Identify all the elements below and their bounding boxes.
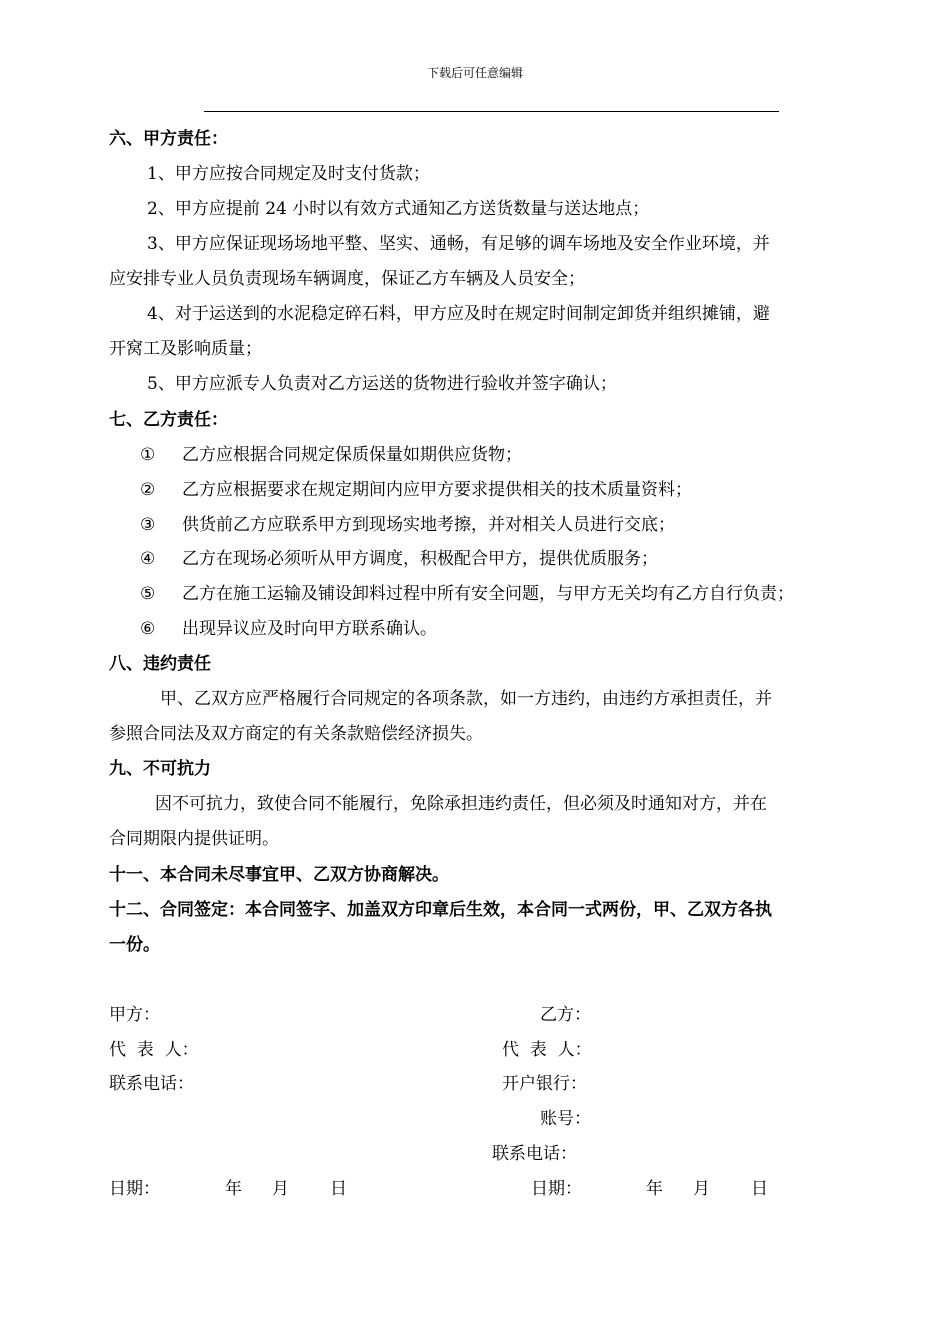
date-b-year: 年 [646,1179,663,1199]
section-6-item-5: 5、甲方应派专人负责对乙方运送的货物进行验收并签字确认； [147,374,617,394]
section-6-item-2: 2、甲方应提前 24 小时以有效方式通知乙方送货数量与送达地点； [147,199,650,219]
section-7-item-1: 乙方应根据合同规定保质保量如期供应货物； [182,445,522,465]
section-9-heading: 九、不可抗力 [109,759,211,779]
section-12-line-1: 十二、合同签定：本合同签字、加盖双方印章后生效，本合同一式两份，甲、乙双方各执 [109,900,772,920]
header-note: 下载后可任意编辑 [426,66,523,80]
date-b-label: 日期： [531,1179,582,1199]
section-7-marker-3: ③ [140,515,156,535]
date-a-month: 月 [272,1179,289,1199]
section-7-heading: 七、乙方责任： [109,410,228,430]
section-7-item-3: 供货前乙方应联系甲方到现场实地考擦，并对相关人员进行交底； [182,515,675,535]
representative-b-label: 代 表 人： [502,1040,592,1060]
header-rule [204,111,779,112]
date-a-day: 日 [330,1179,347,1199]
section-9-line-2: 合同期限内提供证明。 [109,829,279,849]
account-b-label: 账号： [540,1109,591,1129]
section-7-item-2: 乙方应根据要求在规定期间内应甲方要求提供相关的技术质量资料； [182,480,692,500]
section-7-marker-6: ⑥ [140,619,156,639]
section-8-line-2: 参照合同法及双方商定的有关条款赔偿经济损失。 [109,724,483,744]
section-7-marker-1: ① [140,445,156,465]
phone-b-label: 联系电话： [492,1144,577,1164]
date-a-year: 年 [225,1179,242,1199]
section-7-marker-5: ⑤ [140,584,156,604]
date-b-day: 日 [751,1179,768,1199]
section-7-marker-2: ② [140,480,156,500]
section-6-item-3-line-1: 3、甲方应保证现场场地平整、坚实、通畅，有足够的调车场地及安全作业环境，并 [147,234,770,254]
section-9-line-1: 因不可抗力，致使合同不能履行，免除承担违约责任，但必须及时通知对方，并在 [155,794,767,814]
section-7-item-4: 乙方在现场必须听从甲方调度，积极配合甲方，提供优质服务； [182,549,658,569]
section-8-heading: 八、违约责任 [109,654,211,674]
phone-a-label: 联系电话： [109,1074,194,1094]
section-6-item-4-line-1: 4、对于运送到的水泥稳定碎石料，甲方应及时在规定时间制定卸货并组织摊铺，避 [147,304,770,324]
section-6-heading: 六、甲方责任： [109,129,228,149]
section-12-line-2: 一份。 [109,935,160,955]
section-6-item-4-line-2: 开窝工及影响质量； [109,339,262,359]
date-a-label: 日期： [109,1179,160,1199]
representative-a-label: 代 表 人： [109,1040,199,1060]
section-6-item-1: 1、甲方应按合同规定及时支付货款； [147,164,430,184]
section-7-item-6: 出现异议应及时向甲方联系确认。 [182,619,437,639]
section-7-marker-4: ④ [140,549,156,569]
date-b-month: 月 [693,1179,710,1199]
section-7-item-5: 乙方在施工运输及铺设卸料过程中所有安全问题，与甲方无关均有乙方自行负责； [182,584,794,604]
section-11: 十一、本合同未尽事宜甲、乙双方协商解决。 [109,865,449,885]
party-a-label: 甲方： [109,1005,160,1025]
section-8-line-1: 甲、乙双方应严格履行合同规定的各项条款，如一方违约，由违约方承担责任，并 [160,689,772,709]
bank-b-label: 开户银行： [502,1074,587,1094]
party-b-label: 乙方： [540,1005,591,1025]
section-6-item-3-line-2: 应安排专业人员负责现场车辆调度，保证乙方车辆及人员安全； [109,269,585,289]
